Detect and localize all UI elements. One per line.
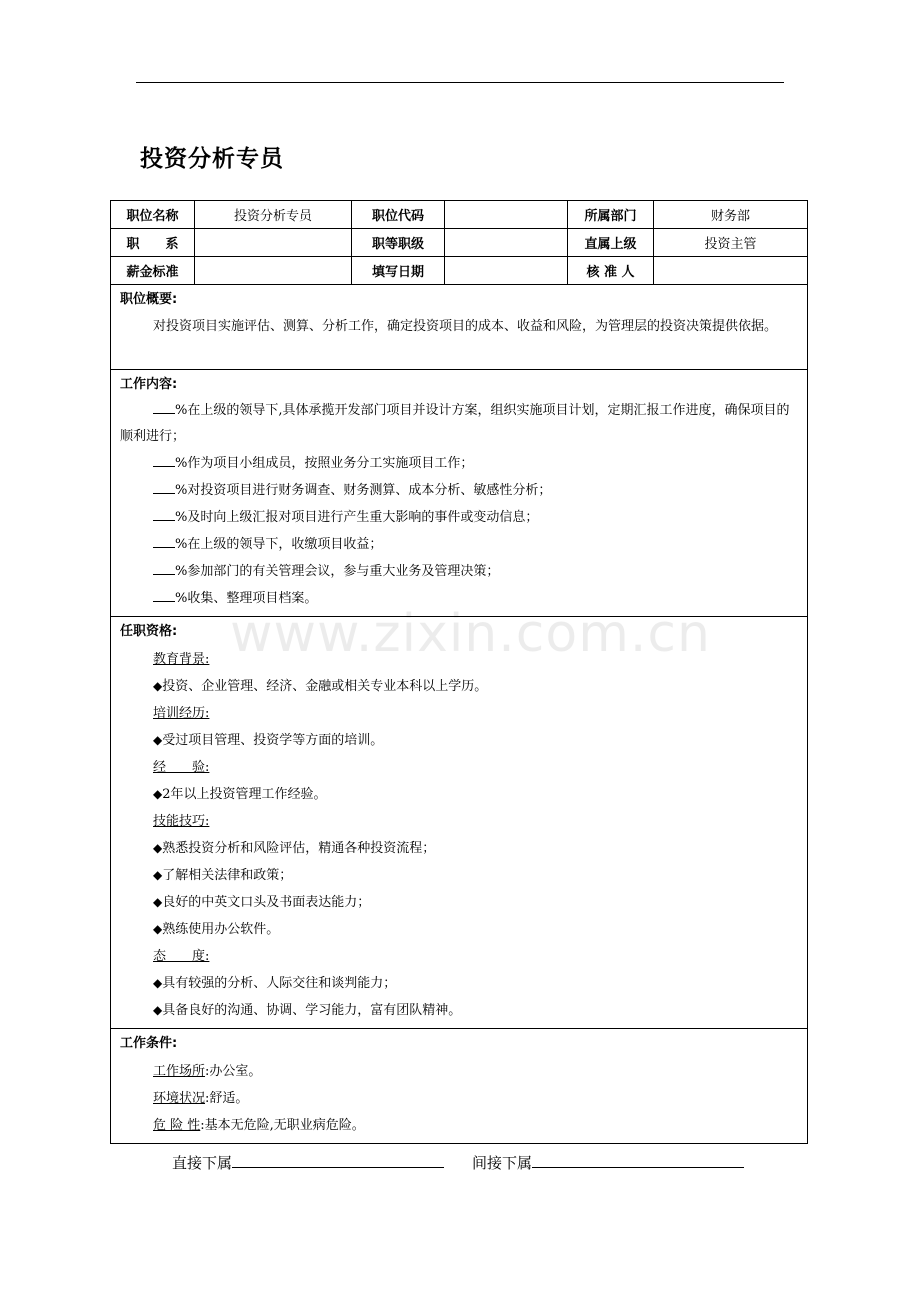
skills-item: ◆良好的中英文口头及书面表达能力；	[153, 895, 371, 910]
work-place: 工作场所:办公室。	[153, 1064, 262, 1079]
direct-subordinates-line	[232, 1150, 444, 1168]
skills-item: ◆熟练使用办公软件。	[153, 922, 280, 937]
attitude-item: ◆具有较强的分析、人际交往和谈判能力；	[153, 976, 397, 991]
value-position-code	[445, 201, 568, 229]
label-approver: 核 准 人	[568, 257, 654, 285]
indirect-subordinates-line	[532, 1150, 744, 1168]
diamond-bullet-icon: ◆	[153, 922, 163, 936]
top-rule	[136, 82, 784, 83]
skills-label: 技能技巧:	[153, 814, 210, 829]
value-job-family	[195, 229, 352, 257]
diamond-bullet-icon: ◆	[153, 895, 163, 909]
work-environment: 环境状况:舒适。	[153, 1091, 249, 1106]
duty-item: %参加部门的有关管理会议，参与重大业务及管理决策；	[153, 558, 798, 585]
training-item: ◆受过项目管理、投资学等方面的培训。	[153, 733, 384, 748]
attitude-label: 态 度:	[153, 949, 210, 964]
indirect-subordinates: 间接下属	[472, 1150, 744, 1174]
label-position-name: 职位名称	[111, 201, 195, 229]
direct-subordinates: 直接下属	[172, 1150, 444, 1174]
duty-item: %在上级的领导下,具体承揽开发部门项目并设计方案，组织实施项目计划，定期汇报工作进度，确保项目的顺利进行；	[120, 403, 790, 444]
value-department: 财务部	[654, 201, 808, 229]
header-row-3	[111, 257, 808, 285]
label-department: 所属部门	[568, 201, 654, 229]
education-label: 教育背景:	[153, 652, 210, 667]
qualifications-row	[111, 617, 808, 1029]
value-position-name: 投资分析专员	[195, 201, 352, 229]
duty-item: %收集、整理项目档案。	[153, 585, 798, 612]
qualifications-title: 任职资格:	[120, 624, 178, 639]
value-salary	[195, 257, 352, 285]
duties-title: 工作内容:	[120, 377, 178, 392]
duty-item: %对投资项目进行财务调查、财务测算、成本分析、敏感性分析；	[153, 477, 798, 504]
label-job-family: 职 系	[111, 229, 195, 257]
value-grade	[445, 229, 568, 257]
work-risk: 危 险 性:基本无危险,无职业病危险。	[153, 1118, 365, 1133]
label-supervisor: 直属上级	[568, 229, 654, 257]
education-item: ◆投资、企业管理、经济、金融或相关专业本科以上学历。	[153, 679, 488, 694]
header-row-1	[111, 201, 808, 229]
experience-label: 经 验:	[153, 760, 210, 775]
diamond-bullet-icon: ◆	[153, 1003, 163, 1017]
label-grade: 职等职级	[352, 229, 445, 257]
diamond-bullet-icon: ◆	[153, 787, 163, 801]
label-fill-date: 填写日期	[352, 257, 445, 285]
diamond-bullet-icon: ◆	[153, 868, 163, 882]
duties-row	[111, 370, 808, 617]
conditions-title: 工作条件:	[120, 1036, 178, 1051]
skills-item: ◆熟悉投资分析和风险评估，精通各种投资流程；	[153, 841, 436, 856]
overview-row	[111, 285, 808, 370]
skills-item: ◆了解相关法律和政策；	[153, 868, 293, 883]
label-position-code: 职位代码	[352, 201, 445, 229]
duty-item: %在上级的领导下，收缴项目收益；	[153, 531, 798, 558]
header-row-2	[111, 229, 808, 257]
diamond-bullet-icon: ◆	[153, 733, 163, 747]
document-title: 投资分析专员	[140, 146, 284, 172]
duty-item: %作为项目小组成员，按照业务分工实施项目工作；	[153, 450, 798, 477]
value-approver	[654, 257, 808, 285]
label-salary: 薪金标准	[111, 257, 195, 285]
job-description-table	[110, 200, 808, 1144]
overview-text: 对投资项目实施评估、测算、分析工作，确定投资项目的成本、收益和风险，为管理层的投资决策提供依据。	[153, 319, 778, 334]
conditions-row	[111, 1029, 808, 1144]
value-fill-date	[445, 257, 568, 285]
attitude-item: ◆具备良好的沟通、协调、学习能力，富有团队精神。	[153, 1003, 462, 1018]
diamond-bullet-icon: ◆	[153, 841, 163, 855]
watermark: www.zixin.com.cn	[230, 604, 711, 664]
duty-item: %及时向上级汇报对项目进行产生重大影响的事件或变动信息；	[153, 504, 798, 531]
experience-item: ◆2年以上投资管理工作经验。	[153, 787, 327, 802]
diamond-bullet-icon: ◆	[153, 976, 163, 990]
value-supervisor: 投资主管	[654, 229, 808, 257]
training-label: 培训经历:	[153, 706, 210, 721]
diamond-bullet-icon: ◆	[153, 679, 163, 693]
overview-title: 职位概要:	[120, 292, 178, 307]
